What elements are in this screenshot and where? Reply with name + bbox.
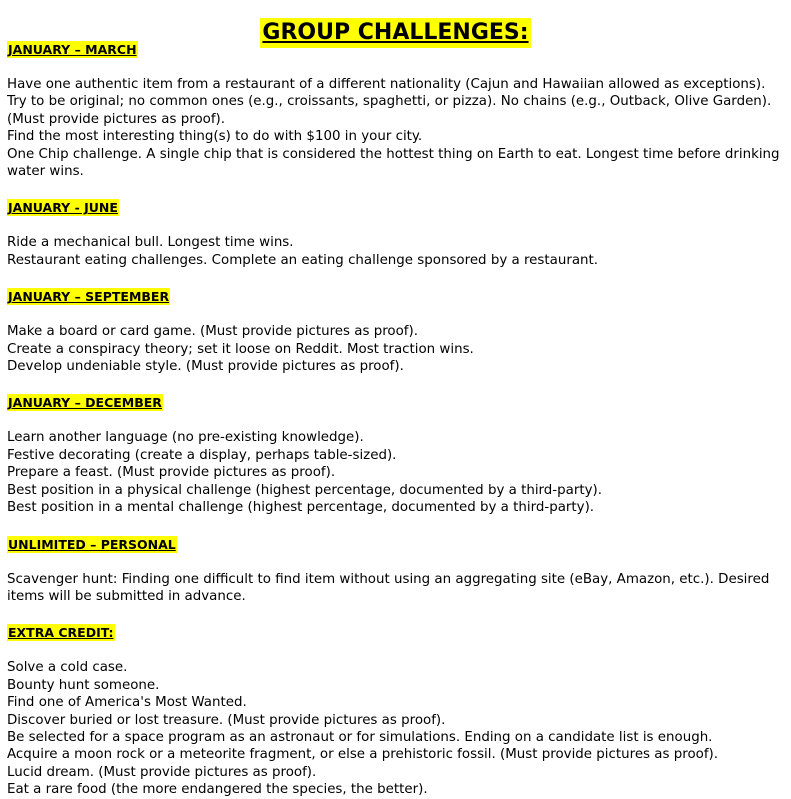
challenge-list	[7, 571, 787, 606]
list-item: Scavenger hunt: Finding one difficult to find item without using an aggregating site (eBay, Amazon, etc.). Desired items will be submitted in advance.	[7, 571, 770, 604]
list-item: Develop undeniable style. (Must provide pictures as proof).	[7, 359, 404, 375]
section-heading: JANUARY - JUNE	[8, 200, 118, 216]
list-item: Acquire a moon rock or a meteorite fragment, or else a prehistoric fossil. (Must provide pictures as proof).	[7, 747, 719, 763]
challenge-list	[7, 429, 787, 516]
list-item: Eat a rare food (the more endangered the species, the better).	[7, 782, 428, 798]
list-item: Create a conspiracy theory; set it loose on Reddit. Most traction wins.	[7, 341, 474, 357]
section-heading: JANUARY – DECEMBER	[8, 395, 162, 411]
list-item: Make a board or card game. (Must provide pictures as proof).	[7, 324, 418, 340]
section-extra-credit	[7, 622, 787, 798]
list-item: Prepare a feast. (Must provide pictures as proof).	[7, 465, 336, 481]
section-jan-mar	[7, 39, 787, 180]
section-jan-jun	[7, 197, 787, 269]
list-item: Be selected for a space program as an astronaut or for simulations. Ending on a candidate list is enough.	[7, 729, 713, 745]
list-item: Discover buried or lost treasure. (Must provide pictures as proof).	[7, 712, 446, 728]
list-item: Best position in a physical challenge (highest percentage, documented by a third-party).	[7, 482, 603, 498]
section-heading: JANUARY – MARCH	[8, 42, 137, 57]
section-heading: UNLIMITED – PERSONAL	[8, 536, 176, 552]
list-item: Ride a mechanical bull. Longest time wins.	[7, 235, 294, 251]
section-heading: JANUARY – SEPTEMBER	[8, 289, 170, 305]
page-title: GROUP CHALLENGES:	[260, 18, 530, 48]
list-item: Learn another language (no pre-existing knowledge).	[7, 430, 364, 446]
challenge-list	[7, 76, 787, 180]
list-item: Best position in a mental challenge (highest percentage, documented by a third-party).	[7, 500, 595, 516]
title-wrap	[0, 3, 791, 45]
list-item: Have one authentic item from a restaurant of a different nationality (Cajun and Hawaiian allowed as exceptions). Try to be original; no common ones (e.g., croissants, spaghetti, or pizza). No chains (e.g., Outback, Olive Garden). (Must provide pictures as proof).	[7, 77, 772, 127]
section-jan-dec	[7, 392, 787, 516]
list-item: Festive decorating (create a display, perhaps table-sized).	[7, 447, 397, 463]
list-item: One Chip challenge. A single chip that is considered the hottest thing on Earth to eat. Longest time before drinking water wins.	[7, 146, 780, 180]
section-jan-sep	[7, 286, 787, 375]
list-item: Find one of America's Most Wanted.	[7, 695, 247, 711]
list-item: Solve a cold case.	[7, 660, 128, 676]
challenge-list	[7, 234, 787, 269]
list-item: Restaurant eating challenges. Complete an eating challenge sponsored by a restaurant.	[7, 252, 599, 268]
list-item: Lucid dream. (Must provide pictures as proof).	[7, 764, 317, 780]
section-heading: EXTRA CREDIT:	[8, 625, 114, 641]
challenge-list	[7, 659, 787, 798]
list-item: Find the most interesting thing(s) to do with $100 in your city.	[7, 129, 423, 145]
section-unlimited-personal	[7, 534, 787, 606]
list-item: Bounty hunt someone.	[7, 677, 160, 693]
challenge-list	[7, 323, 787, 375]
